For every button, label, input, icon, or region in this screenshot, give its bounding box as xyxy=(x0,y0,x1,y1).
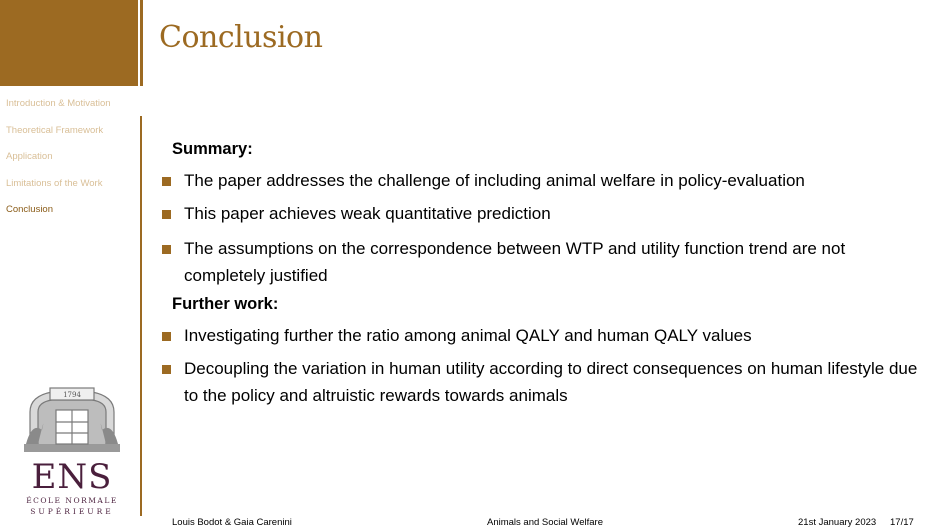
nav-item-conclusion[interactable]: Conclusion xyxy=(6,204,53,216)
bullet-square-icon xyxy=(162,332,171,341)
sidebar-header-band xyxy=(0,0,138,86)
logo-year: 1794 xyxy=(63,391,81,399)
list-item: The assumptions on the correspondence between WTP and utility function trend are not completely justified xyxy=(162,235,922,289)
divider-top xyxy=(140,0,143,86)
summary-list xyxy=(162,167,922,289)
nav-item-application[interactable]: Application xyxy=(6,151,53,163)
footer-authors: Louis Bodot & Gaia Carenini xyxy=(172,517,292,528)
footer-talk-title: Animals and Social Welfare xyxy=(487,517,603,528)
list-item: Investigating further the ratio among animal QALY and human QALY values xyxy=(162,322,922,349)
bullet-square-icon xyxy=(162,365,171,374)
bullet-square-icon xyxy=(162,177,171,186)
summary-heading: Summary: xyxy=(172,140,253,158)
slide-content xyxy=(162,140,922,409)
bullet-square-icon xyxy=(162,210,171,219)
nav-item-theoretical-framework[interactable]: Theoretical Framework xyxy=(6,124,104,136)
logo-ens: ENS xyxy=(31,457,113,497)
list-item: This paper achieves weak quantitative prediction xyxy=(162,200,922,227)
logo-line2: SUPÉRIEURE xyxy=(30,507,114,516)
sidebar xyxy=(0,0,138,531)
further-work-list xyxy=(162,322,922,409)
nav-item-limitations[interactable]: Limitations of the Work xyxy=(6,177,103,189)
ens-logo xyxy=(22,382,122,520)
footer-page-number: 17/17 xyxy=(890,517,914,528)
list-item: Decoupling the variation in human utility according to direct consequences on human lifestyle due to the policy and altruistic rewards towards animals xyxy=(162,355,922,409)
slide-title: Conclusion xyxy=(159,20,323,55)
nav-item-introduction[interactable]: Introduction & Motivation xyxy=(6,98,111,109)
list-item: The paper addresses the challenge of including animal welfare in policy-evaluation xyxy=(162,167,922,194)
logo-line1: ÉCOLE NORMALE xyxy=(26,496,118,505)
section-nav xyxy=(6,97,111,230)
footer-date: 21st January 2023 xyxy=(798,517,877,528)
divider-main xyxy=(140,116,142,516)
bullet-square-icon xyxy=(162,245,171,254)
further-work-heading: Further work: xyxy=(172,295,279,313)
